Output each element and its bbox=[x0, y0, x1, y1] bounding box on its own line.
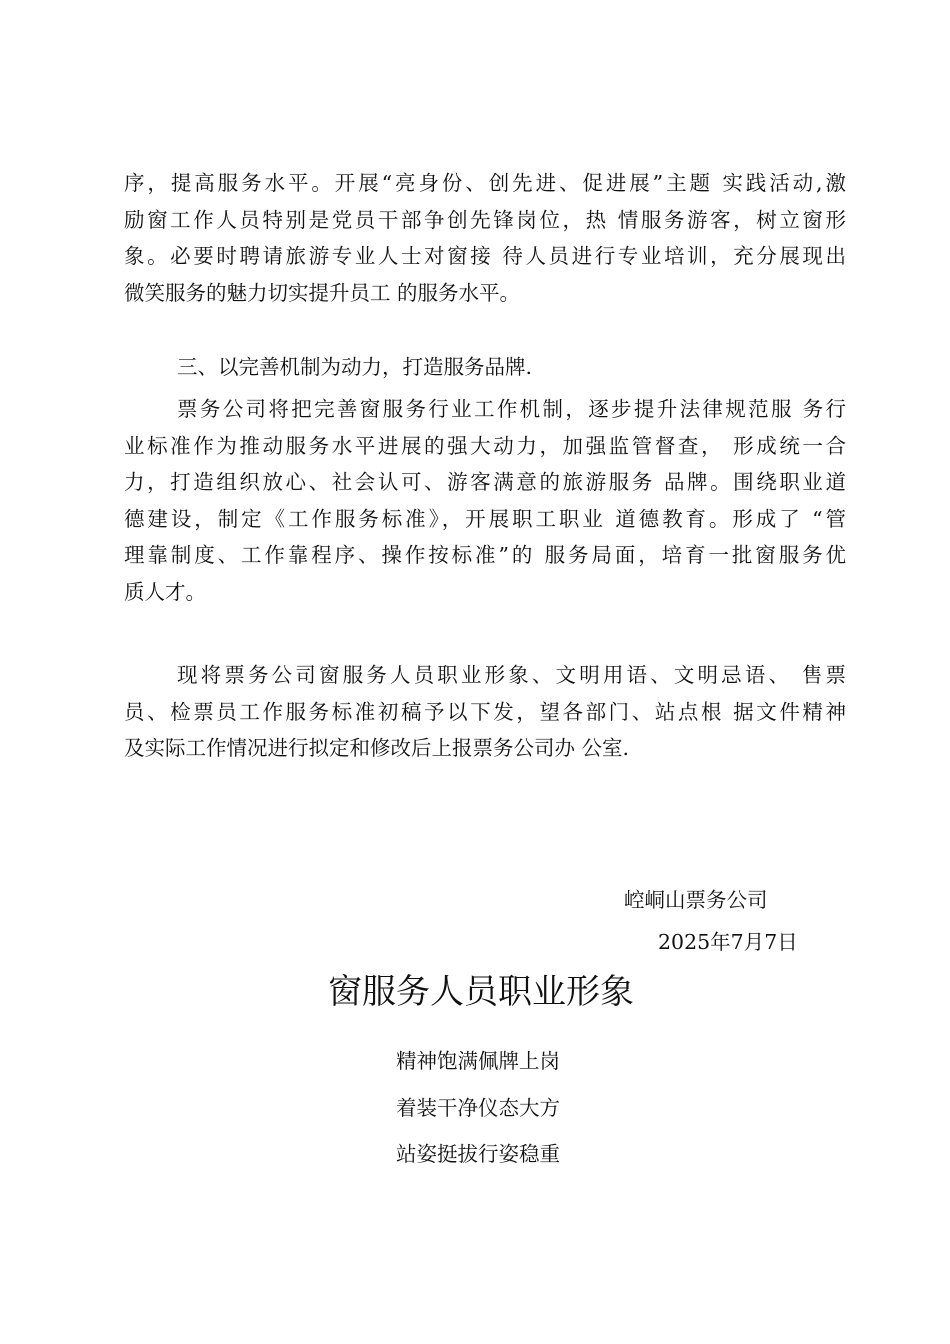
paragraph-line: 员、检票员工作服务标准初稿予以下发，望各部门、站点根 据文件精神 bbox=[124, 699, 846, 724]
signature-date: 2025年7月7日 bbox=[658, 930, 798, 954]
motto-line: 精神饱满佩牌上岗 bbox=[396, 1049, 560, 1073]
paragraph-mechanism bbox=[124, 391, 846, 610]
section-title: 窗服务人员职业形象 bbox=[328, 972, 634, 1012]
paragraph-service-level bbox=[124, 165, 846, 311]
paragraph-line: 德建设，制定《工作服务标准》，开展职工职业 道德教育。形成了 “管 bbox=[124, 506, 846, 531]
paragraph-line: 微笑服务的魅力切实提升员工 的服务水平。 bbox=[124, 280, 521, 305]
section-heading-3: 三、以完善机制为动力，打造服务品牌. bbox=[177, 355, 533, 379]
paragraph-line: 序，提高服务水平。开展“亮身份、创先进、促进展”主题 实践活动,激 bbox=[124, 171, 846, 195]
paragraph-line: 励窗工作人员特别是党员干部争创先锋岗位，热 情服务游客，树立窗形 bbox=[124, 207, 846, 232]
paragraph-line: 质人才。 bbox=[124, 579, 206, 604]
motto-line: 着装干净仪态大方 bbox=[396, 1096, 560, 1120]
motto-line: 站姿挺拔行姿稳重 bbox=[396, 1142, 560, 1166]
signature-organization: 崆峒山票务公司 bbox=[624, 888, 768, 912]
paragraph-line: 力，打造组织放心、社会认可、游客满意的旅游服务 品牌。围绕职业道 bbox=[124, 470, 846, 494]
paragraph-line: 业标准作为推动服务水平进展的强大动力，加强监管督查， 形成统一合 bbox=[124, 433, 846, 458]
paragraph-line: 及实际工作情况进行拟定和修改后上报票务公司办 公室. bbox=[124, 736, 630, 760]
paragraph-line: 现将票务公司窗服务人员职业形象、文明用语、文明忌语、 售票 bbox=[177, 663, 846, 687]
paragraph-line: 理靠制度、工作靠程序、操作按标准”的 服务局面，培育一批窗服务优 bbox=[124, 543, 846, 567]
paragraph-line: 象。必要时聘请旅游专业人士对窗接 待人员进行专业培训，充分展现出 bbox=[124, 244, 846, 268]
paragraph-line: 票务公司将把完善窗服务行业工作机制，逐步提升法律规范服 务行 bbox=[177, 397, 846, 421]
paragraph-notice bbox=[124, 657, 846, 767]
